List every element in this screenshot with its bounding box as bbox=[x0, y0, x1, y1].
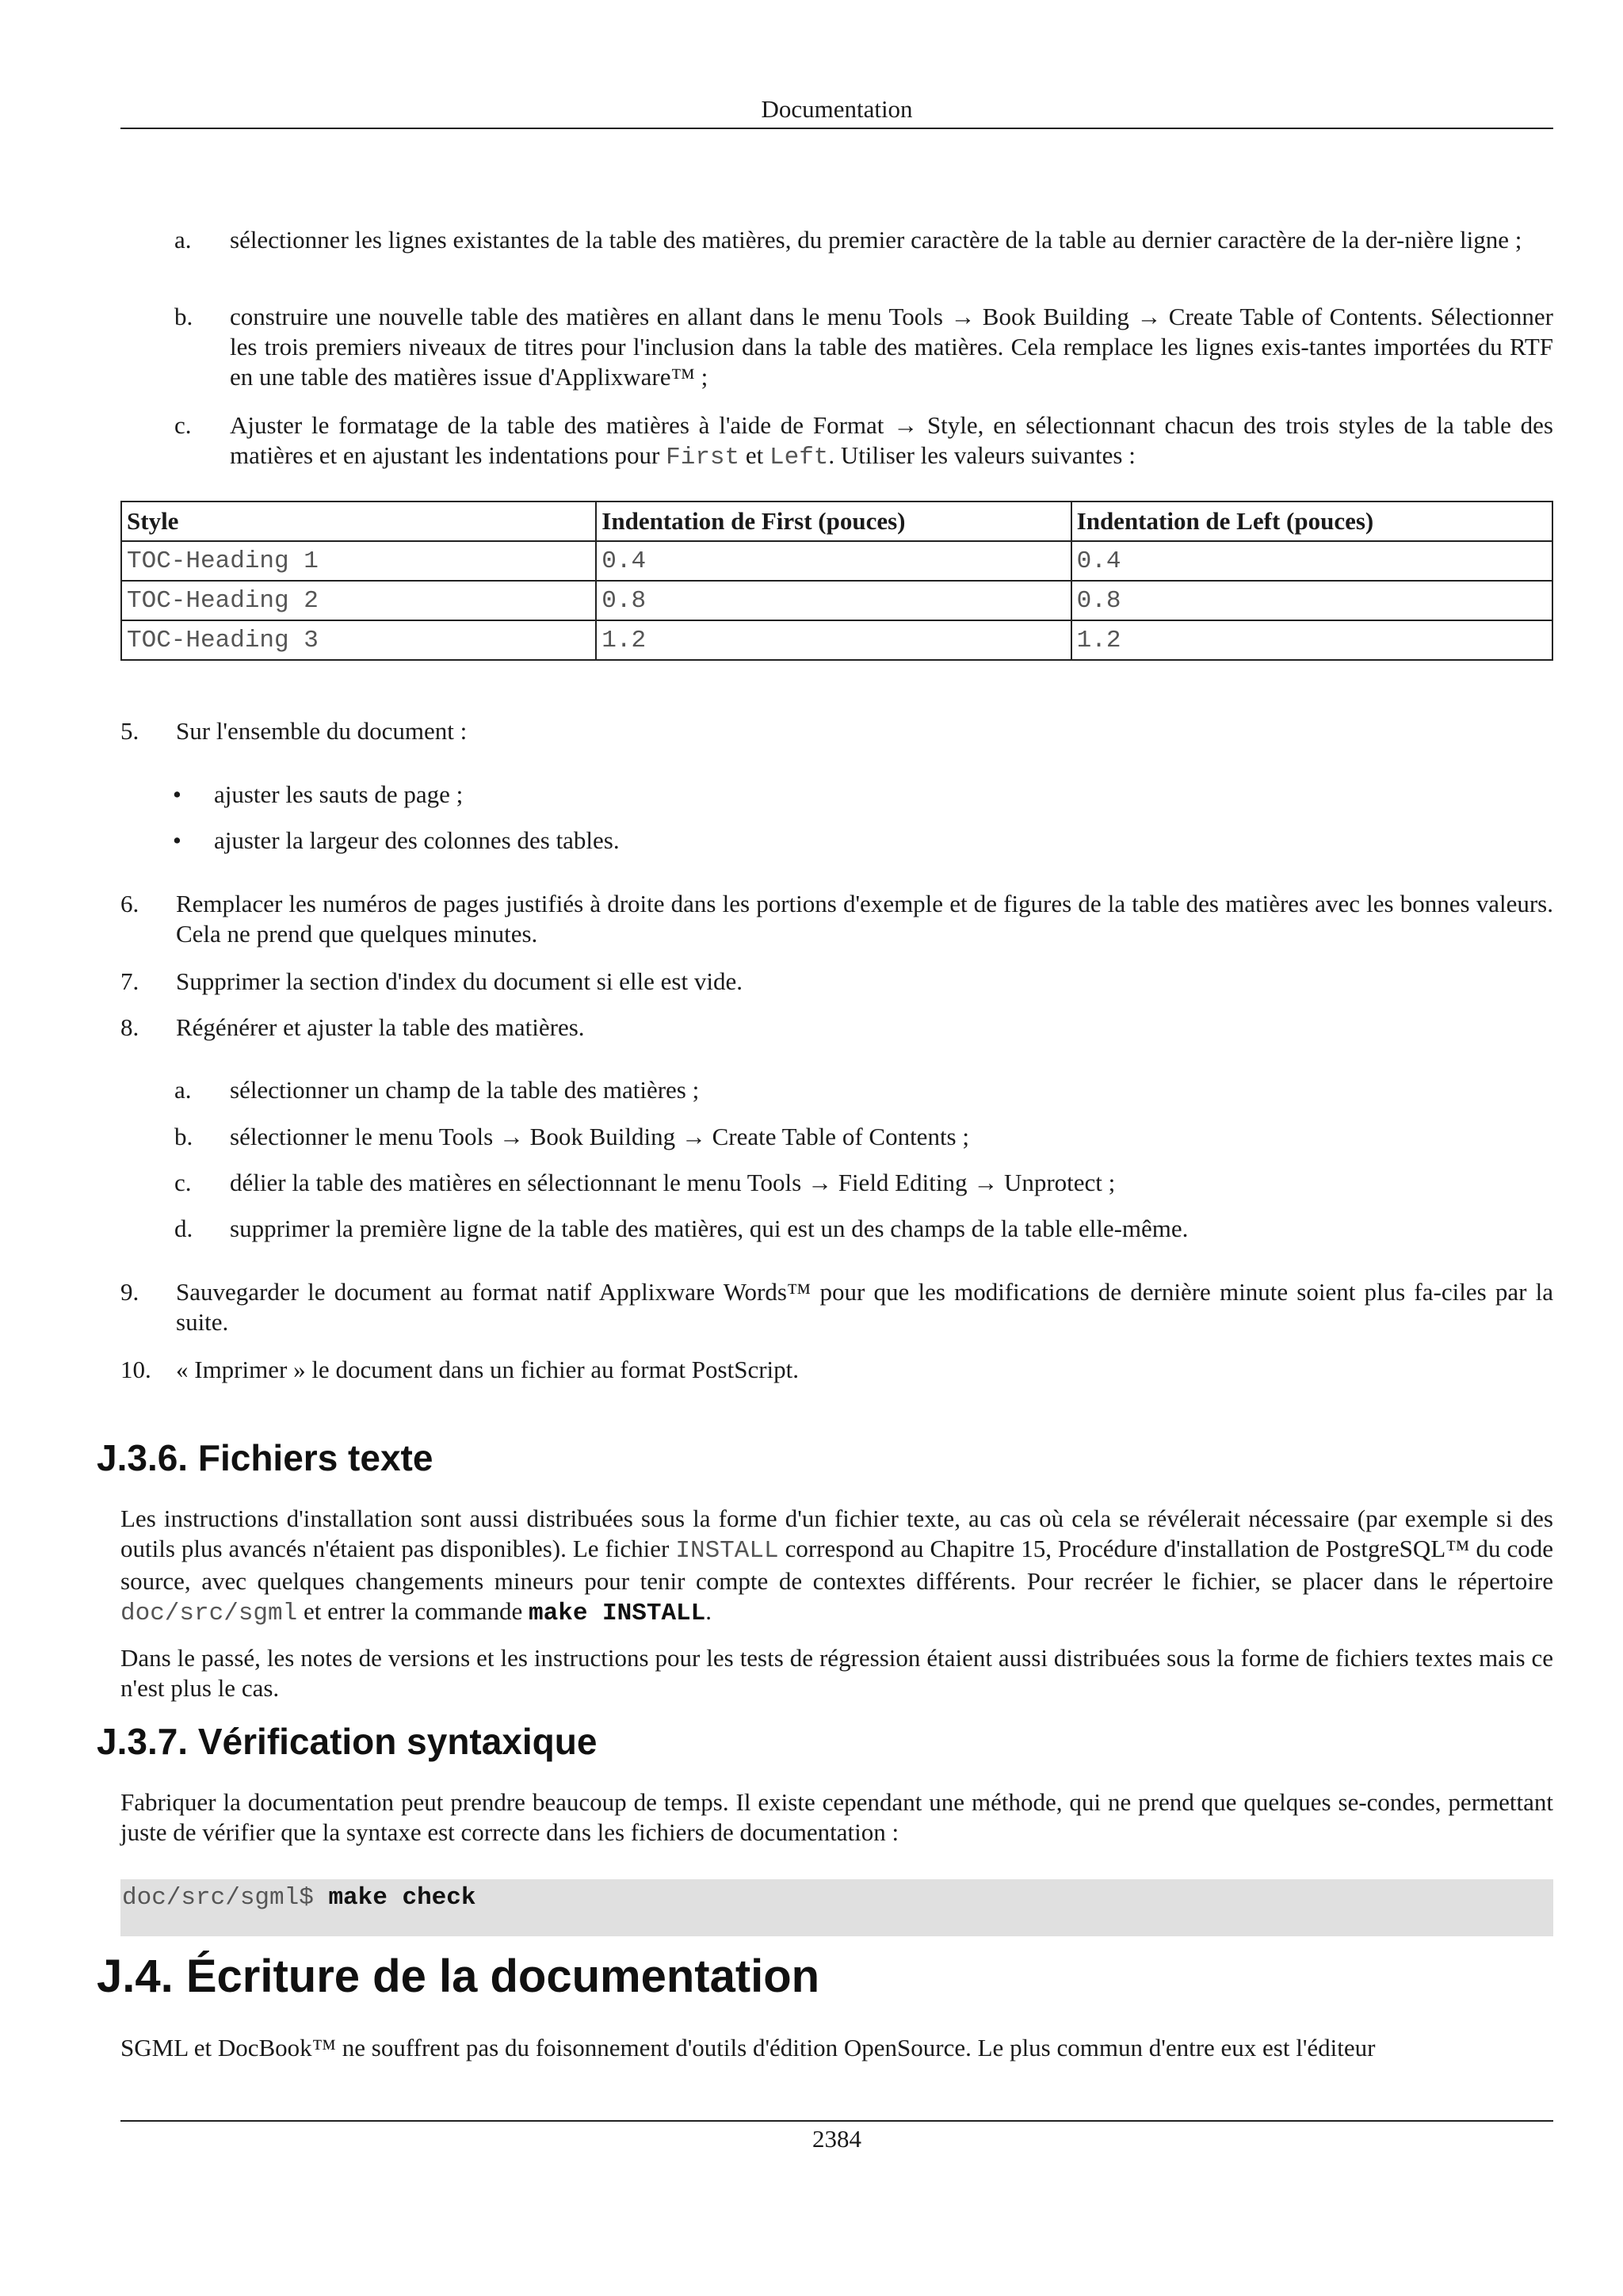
list-item-text: Sur l'ensemble du document : bbox=[176, 717, 468, 745]
text-run: Ajuster le formatage de la table des matières à l'aide de Format → Style, en sélectionnant chacun des trois styles de la table des matières et en ajustant les indentations pour bbox=[230, 411, 1553, 469]
bullet-marker: • bbox=[173, 826, 181, 854]
list-marker: 8. bbox=[120, 1013, 139, 1041]
table-cell: 0.8 bbox=[596, 581, 1071, 620]
toc-indentation-table bbox=[120, 501, 1553, 661]
table-header-row bbox=[121, 502, 1552, 541]
column-header: Style bbox=[121, 502, 596, 541]
paragraph bbox=[120, 1504, 1553, 1629]
paragraph: SGML et DocBook™ ne souffrent pas du foisonnement d'outils d'édition OpenSource. Le plus commun d'entre eux est l'éditeur bbox=[120, 2034, 1376, 2061]
text-run: et entrer la commande bbox=[297, 1597, 529, 1625]
inline-code: Left bbox=[769, 444, 829, 471]
inline-code: First bbox=[666, 444, 740, 471]
list-marker: 6. bbox=[120, 890, 139, 917]
list-marker: 5. bbox=[120, 717, 139, 745]
list-marker: c. bbox=[174, 411, 192, 439]
table-cell: 1.2 bbox=[1071, 620, 1552, 660]
text-run: Les instructions d'installation sont aussi distribuées sous la forme d'un fichier texte, au cas où cela se révélerait nécessaire (par exemple si des outils plus avancés n'étaient pas disponibles). Le fichier bbox=[120, 1505, 1553, 1562]
paragraph: Fabriquer la documentation peut prendre beaucoup de temps. Il existe cependant une méthode, qui ne prend que quelques se-condes, permettant juste de vérifier que la syntaxe est correcte dans les fichiers de documentation : bbox=[120, 1788, 1553, 1846]
list-item-text: Sauvegarder le document au format natif Applixware Words™ pour que les modifications de dernière minute soient plus fa-ciles par la suite. bbox=[176, 1278, 1553, 1336]
list-marker: b. bbox=[174, 1123, 193, 1150]
code-block bbox=[120, 1879, 1553, 1936]
table-row bbox=[121, 581, 1552, 620]
list-marker: b. bbox=[174, 303, 193, 330]
column-header: Indentation de First (pouces) bbox=[596, 502, 1071, 541]
table-row bbox=[121, 620, 1552, 660]
table-cell: 0.4 bbox=[1071, 541, 1552, 581]
list-item-text bbox=[230, 410, 1553, 473]
table-cell: TOC-Heading 1 bbox=[121, 541, 596, 581]
table-cell: 1.2 bbox=[596, 620, 1071, 660]
page-number: 2384 bbox=[812, 2125, 861, 2153]
text-run: . Utiliser les valeurs suivantes : bbox=[828, 441, 1136, 469]
bullet-marker: • bbox=[173, 780, 181, 808]
shell-command: make check bbox=[328, 1884, 476, 1912]
section-heading: J.3.7. Vérification syntaxique bbox=[97, 1721, 598, 1762]
list-marker: c. bbox=[174, 1169, 192, 1196]
list-marker: 10. bbox=[120, 1356, 151, 1383]
table-cell: 0.4 bbox=[596, 541, 1071, 581]
list-item-text: sélectionner le menu Tools → Book Building → Create Table of Contents ; bbox=[230, 1123, 969, 1150]
footer-rule bbox=[120, 2120, 1553, 2122]
paragraph: Dans le passé, les notes de versions et les instructions pour les tests de régression étaient aussi distribuées sous la forme de fichiers textes mais ce n'est plus le cas. bbox=[120, 1644, 1553, 1702]
list-item-text: sélectionner les lignes existantes de la table des matières, du premier caractère de la table au dernier caractère de la der-nière ligne ; bbox=[230, 226, 1522, 254]
list-marker: 7. bbox=[120, 967, 139, 995]
list-item-text: délier la table des matières en sélectionnant le menu Tools → Field Editing → Unprotect ; bbox=[230, 1169, 1116, 1196]
list-item-text: « Imprimer » le document dans un fichier au format PostScript. bbox=[176, 1356, 800, 1383]
list-marker: a. bbox=[174, 226, 192, 254]
table-cell: 0.8 bbox=[1071, 581, 1552, 620]
running-header: Documentation bbox=[761, 95, 913, 123]
text-run: correspond au Chapitre 15, Procédure d'installation de PostgreSQL™ du code source, avec quelques changements mineurs pour tenir compte de contextes différents. Pour recréer le fichier, se placer dans le répertoire bbox=[120, 1535, 1554, 1595]
bullet-text: ajuster la largeur des colonnes des tables. bbox=[214, 826, 620, 854]
table-row bbox=[121, 541, 1552, 581]
section-heading: J.3.6. Fichiers texte bbox=[97, 1437, 433, 1478]
header-rule bbox=[120, 128, 1553, 129]
list-item-text: Remplacer les numéros de pages justifiés à droite dans les portions d'exemple et de figures de la table des matières avec les bonnes valeurs. Cela ne prend que quelques minutes. bbox=[176, 890, 1553, 948]
table-cell: TOC-Heading 3 bbox=[121, 620, 596, 660]
text-run: et bbox=[739, 441, 769, 469]
inline-command: make INSTALL bbox=[529, 1600, 706, 1627]
text-run: . bbox=[705, 1597, 712, 1625]
list-item-text: supprimer la première ligne de la table des matières, qui est un des champs de la table elle-même. bbox=[230, 1215, 1189, 1242]
shell-prompt: doc/src/sgml$ bbox=[122, 1884, 329, 1912]
list-marker: a. bbox=[174, 1076, 192, 1104]
list-item-text: Régénérer et ajuster la table des matières. bbox=[176, 1013, 585, 1041]
code-line bbox=[122, 1881, 475, 1913]
inline-code: doc/src/sgml bbox=[120, 1600, 298, 1627]
column-header: Indentation de Left (pouces) bbox=[1071, 502, 1552, 541]
list-item-text: construire une nouvelle table des matières en allant dans le menu Tools → Book Building → Create Table of Contents. Sélectionner les trois premiers niveaux de titres pour l'inclusion dans la table des matières. Cela remplace les lignes exis-tantes importées du RTF en une table des matières issue d'Applixware™ ; bbox=[230, 303, 1553, 391]
bullet-text: ajuster les sauts de page ; bbox=[214, 780, 464, 808]
list-marker: 9. bbox=[120, 1278, 139, 1306]
inline-code: INSTALL bbox=[675, 1537, 779, 1565]
list-marker: d. bbox=[174, 1215, 193, 1242]
chapter-heading: J.4. Écriture de la documentation bbox=[97, 1951, 820, 2002]
list-item-text: sélectionner un champ de la table des matières ; bbox=[230, 1076, 700, 1104]
list-item-text: Supprimer la section d'index du document si elle est vide. bbox=[176, 967, 743, 995]
table-cell: TOC-Heading 2 bbox=[121, 581, 596, 620]
